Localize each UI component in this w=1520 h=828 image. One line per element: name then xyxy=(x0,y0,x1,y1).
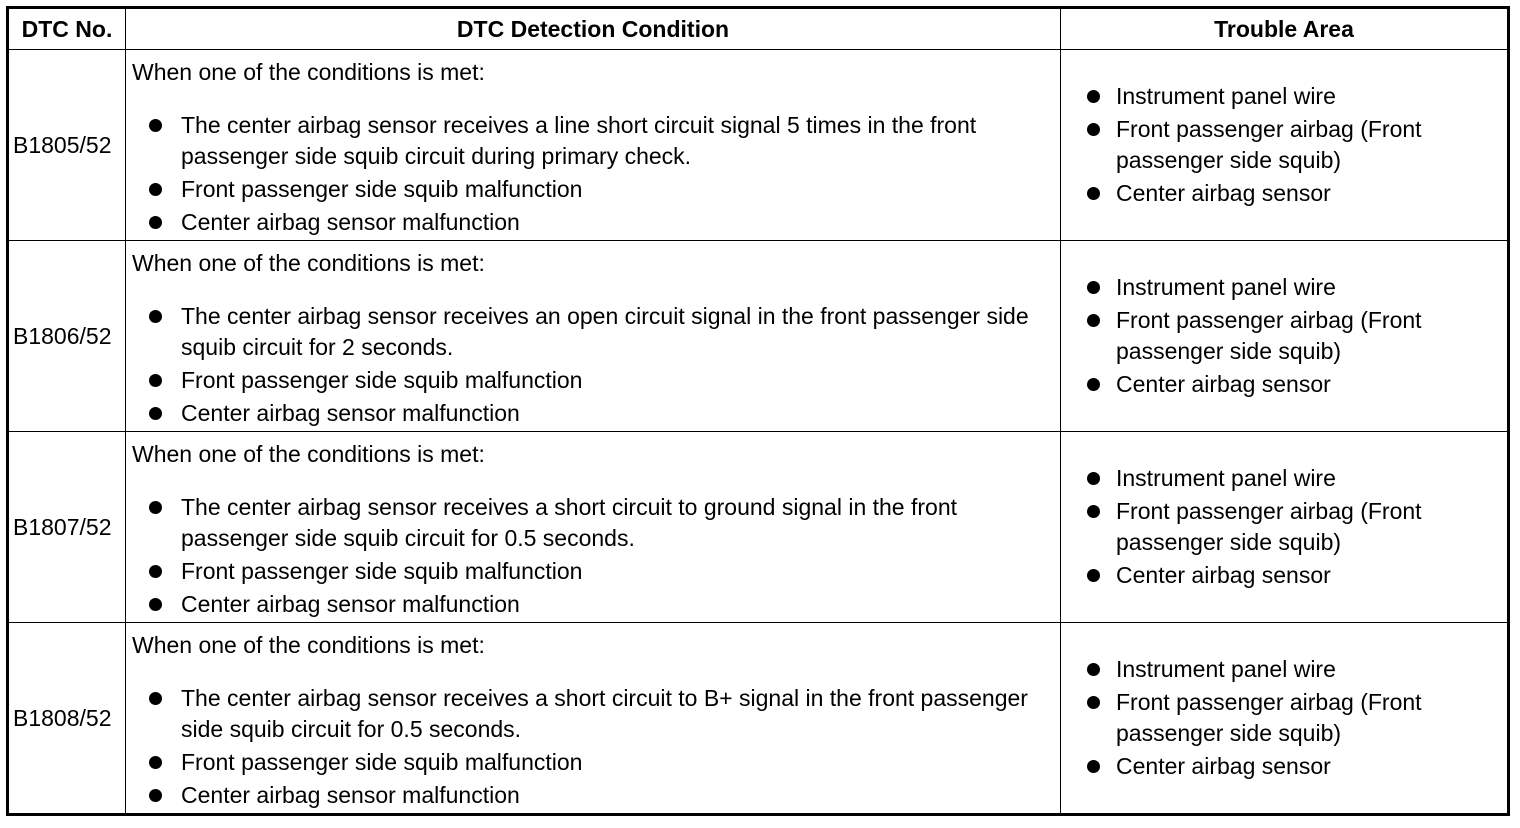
dtc-code: B1806/52 xyxy=(8,241,126,432)
condition-list xyxy=(132,110,1060,238)
detection-condition-cell xyxy=(126,241,1061,432)
condition-item: Front passenger side squib malfunction xyxy=(132,365,1060,396)
condition-item: The center airbag sensor receives an open circuit signal in the front passenger side squib circuit for 2 seconds. xyxy=(132,301,1060,363)
detection-condition-cell xyxy=(126,50,1061,241)
header-trouble-area: Trouble Area xyxy=(1061,8,1509,50)
condition-item: Front passenger side squib malfunction xyxy=(132,174,1060,205)
trouble-area-item: Front passenger airbag (Front passenger side squib) xyxy=(1083,114,1507,176)
trouble-area-item: Instrument panel wire xyxy=(1083,463,1507,494)
trouble-area-list xyxy=(1083,272,1507,400)
trouble-area-cell xyxy=(1061,241,1509,432)
condition-intro: When one of the conditions is met: xyxy=(132,250,485,276)
header-dtc-no: DTC No. xyxy=(8,8,126,50)
dtc-code: B1807/52 xyxy=(8,432,126,623)
trouble-area-item: Center airbag sensor xyxy=(1083,560,1507,591)
trouble-area-item: Center airbag sensor xyxy=(1083,751,1507,782)
trouble-area-cell xyxy=(1061,432,1509,623)
condition-item: Center airbag sensor malfunction xyxy=(132,780,1060,811)
trouble-area-item: Center airbag sensor xyxy=(1083,178,1507,209)
condition-list xyxy=(132,683,1060,811)
trouble-area-list xyxy=(1083,463,1507,591)
trouble-area-item: Instrument panel wire xyxy=(1083,81,1507,112)
trouble-area-list xyxy=(1083,81,1507,209)
table-row xyxy=(8,432,1509,623)
trouble-area-cell xyxy=(1061,623,1509,815)
condition-item: Center airbag sensor malfunction xyxy=(132,398,1060,429)
trouble-area-item: Instrument panel wire xyxy=(1083,654,1507,685)
condition-item: The center airbag sensor receives a short circuit to B+ signal in the front passenger side squib circuit for 0.5 seconds. xyxy=(132,683,1060,745)
trouble-area-item: Front passenger airbag (Front passenger side squib) xyxy=(1083,687,1507,749)
condition-intro: When one of the conditions is met: xyxy=(132,59,485,85)
header-detection-condition: DTC Detection Condition xyxy=(126,8,1061,50)
condition-intro: When one of the conditions is met: xyxy=(132,632,485,658)
trouble-area-item: Front passenger airbag (Front passenger side squib) xyxy=(1083,496,1507,558)
trouble-area-item: Instrument panel wire xyxy=(1083,272,1507,303)
table-row xyxy=(8,623,1509,815)
trouble-area-list xyxy=(1083,654,1507,782)
dtc-code: B1808/52 xyxy=(8,623,126,815)
condition-item: Center airbag sensor malfunction xyxy=(132,207,1060,238)
condition-list xyxy=(132,301,1060,429)
trouble-area-item: Center airbag sensor xyxy=(1083,369,1507,400)
detection-condition-cell xyxy=(126,623,1061,815)
condition-item: Front passenger side squib malfunction xyxy=(132,556,1060,587)
table-row xyxy=(8,241,1509,432)
trouble-area-cell xyxy=(1061,50,1509,241)
detection-condition-cell xyxy=(126,432,1061,623)
dtc-code: B1805/52 xyxy=(8,50,126,241)
condition-item: The center airbag sensor receives a short circuit to ground signal in the front passenger side squib circuit for 0.5 seconds. xyxy=(132,492,1060,554)
condition-item: The center airbag sensor receives a line short circuit signal 5 times in the front passenger side squib circuit during primary check. xyxy=(132,110,1060,172)
dtc-table xyxy=(6,6,1510,816)
table-row xyxy=(8,50,1509,241)
condition-intro: When one of the conditions is met: xyxy=(132,441,485,467)
trouble-area-item: Front passenger airbag (Front passenger side squib) xyxy=(1083,305,1507,367)
header-row xyxy=(8,8,1509,50)
condition-item: Center airbag sensor malfunction xyxy=(132,589,1060,620)
condition-list xyxy=(132,492,1060,620)
condition-item: Front passenger side squib malfunction xyxy=(132,747,1060,778)
